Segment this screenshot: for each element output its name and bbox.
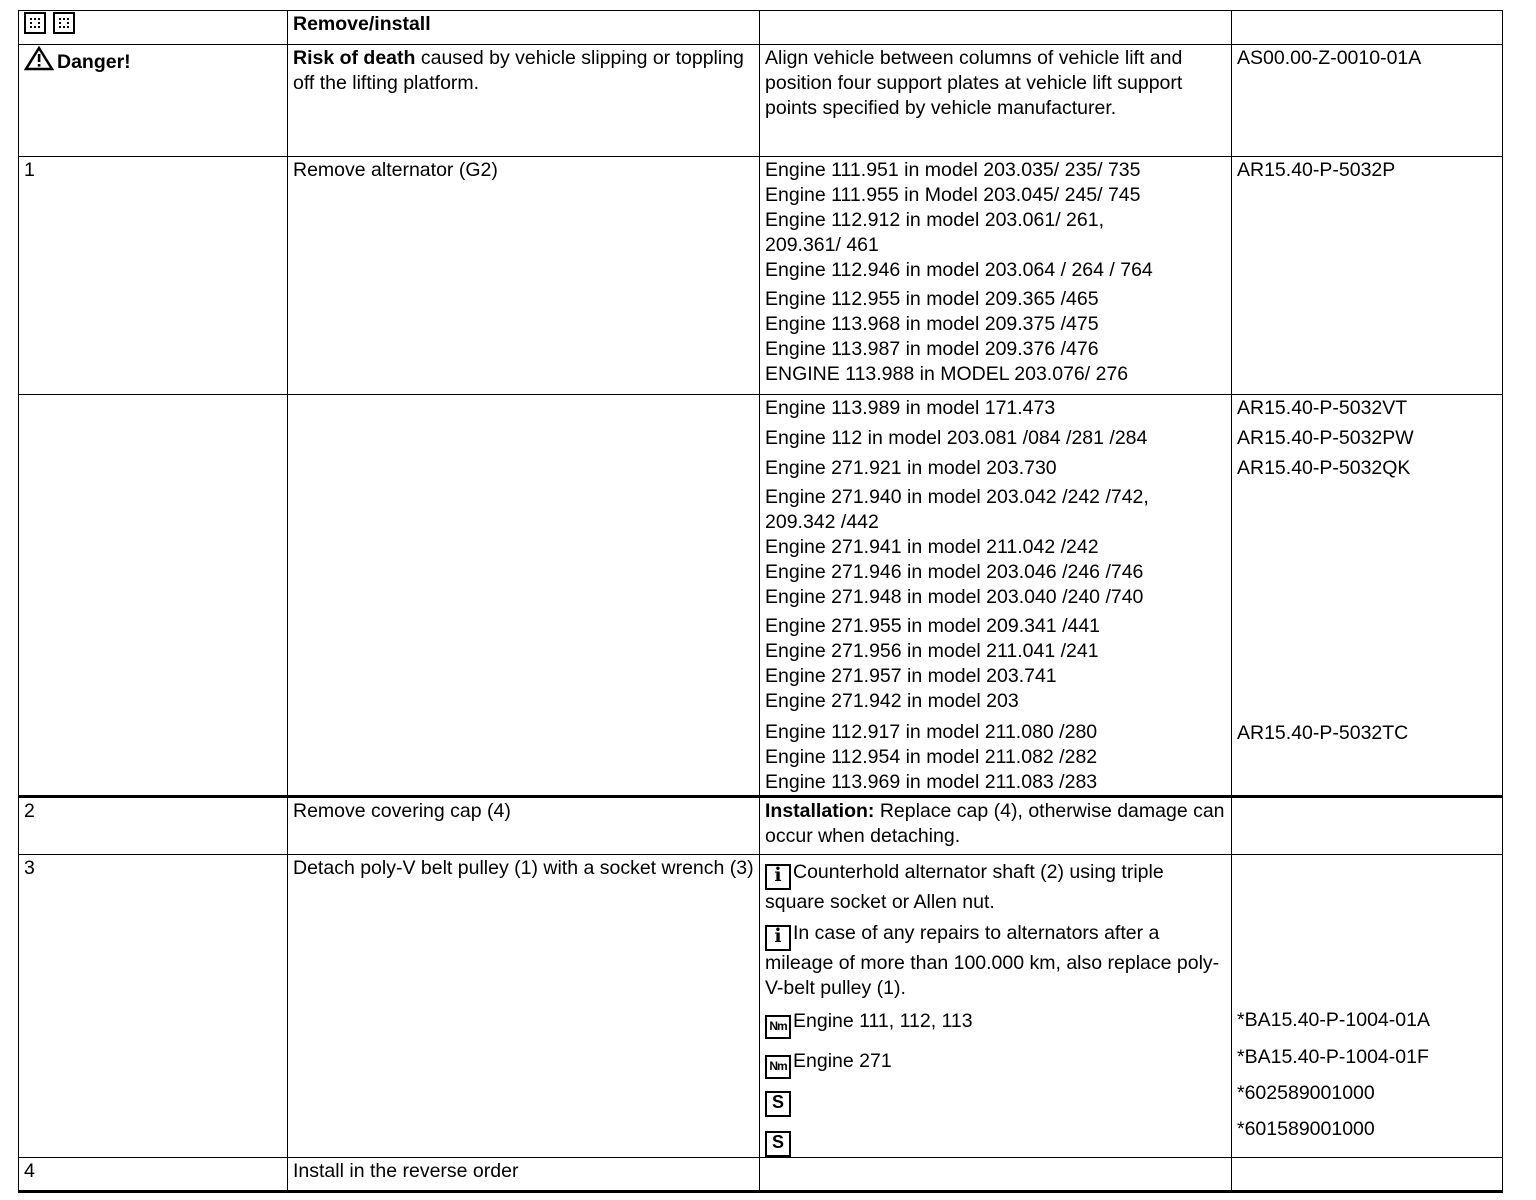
step4-row	[19, 1158, 1503, 1192]
list-item: 209.342 /442	[765, 511, 879, 533]
list-item: Engine 271.955 in model 209.341 /441	[765, 615, 1101, 637]
ref-link[interactable]: *BA15.40-P-1004-01F	[1237, 1046, 1429, 1068]
list-item: Engine 271.940 in model 203.042 /242 /742,	[765, 486, 1149, 508]
expand-all-icon[interactable]	[24, 12, 46, 34]
list-item: Engine 271.948 in model 203.040 /240 /740	[765, 586, 1144, 608]
special-tool-icon: S	[765, 1131, 791, 1157]
ref-link[interactable]: AR15.40-P-5032QK	[1237, 457, 1411, 479]
step-action: Detach poly-V belt pulley (1) with a socket wrench (3)	[293, 857, 754, 879]
list-item: Engine 271.957 in model 203.741	[765, 665, 1057, 687]
risk-text: caused by vehicle slipping or toppling off the lifting platform.	[293, 47, 744, 94]
list-item: Engine 112.946 in model 203.064 / 264 / 764	[765, 259, 1153, 281]
list-item: Engine 113.987 in model 209.376 /476	[765, 338, 1099, 360]
list-item: Engine 113.969 in model 211.083 /283	[765, 771, 1098, 793]
list-item: Engine 271.946 in model 203.046 /246 /746	[765, 561, 1144, 583]
list-item: Engine 112.955 in model 209.365 /465	[765, 288, 1099, 310]
engine-list-group1	[765, 158, 1226, 283]
engine-list-group3	[765, 614, 1226, 714]
list-item: Engine 113.968 in model 209.375 /475	[765, 313, 1099, 335]
step3-row	[19, 855, 1503, 1158]
step-number: 4	[24, 1160, 35, 1182]
tool-row-2	[765, 1127, 1226, 1157]
torque-row-2	[765, 1049, 1226, 1079]
step-action: Remove covering cap (4)	[293, 800, 511, 822]
warning-triangle-icon	[24, 46, 54, 71]
list-item: Engine 112.917 in model 211.080 /280	[765, 721, 1098, 743]
list-item: Engine 112.912 in model 203.061/ 261,	[765, 209, 1104, 231]
ref-link[interactable]: AR15.40-P-5032TC	[1237, 722, 1409, 744]
info-text: In case of any repairs to alternators after a mileage of more than 100.000 km, also replace poly-V-belt pulley (1).	[765, 922, 1220, 999]
list-item: Engine 271.941 in model 211.042 /242	[765, 536, 1099, 558]
step-action: Remove alternator (G2)	[293, 159, 498, 181]
list-item: Engine 271.921 in model 203.730	[765, 457, 1057, 479]
step-action: Install in the reverse order	[293, 1160, 519, 1182]
list-item: Engine 112 in model 203.081 /084 /281 /284	[765, 427, 1148, 449]
step2-row	[19, 797, 1503, 855]
ref-link[interactable]: *BA15.40-P-1004-01A	[1237, 1009, 1430, 1031]
info-icon: i	[765, 925, 791, 951]
ref-link[interactable]: AR15.40-P-5032VT	[1237, 397, 1408, 419]
list-item: Engine 111.951 in model 203.035/ 235/ 735	[765, 159, 1141, 181]
tool-row-1	[765, 1087, 1226, 1117]
procedure-table	[18, 10, 1503, 1193]
danger-ref[interactable]: AS00.00-Z-0010-01A	[1237, 47, 1422, 69]
special-tool-icon: S	[765, 1091, 791, 1117]
info-text: Counterhold alternator shaft (2) using triple square socket or Allen nut.	[765, 861, 1164, 913]
list-item: Engine 271.942 in model 203	[765, 690, 1019, 712]
list-item: 209.361/ 461	[765, 234, 879, 256]
list-item: Engine 271.956 in model 211.041 /241	[765, 640, 1099, 662]
list-item: ENGINE 113.988 in MODEL 203.076/ 276	[765, 363, 1129, 385]
header-row	[19, 11, 1503, 45]
torque-row-1	[765, 1009, 1226, 1039]
info-icon: i	[765, 864, 791, 890]
torque-text: Engine 271	[793, 1050, 892, 1072]
ref-link[interactable]: *602589001000	[1237, 1082, 1375, 1104]
engine-list-group1b	[765, 287, 1226, 387]
torque-text: Engine 111, 112, 113	[793, 1010, 973, 1032]
engine-list-group4	[765, 720, 1226, 795]
engine-list-group2	[765, 485, 1226, 610]
step-number: 2	[24, 800, 35, 822]
step1-ref[interactable]: AR15.40-P-5032P	[1237, 159, 1396, 181]
step1-continued-row	[19, 395, 1503, 797]
collapse-all-icon[interactable]	[53, 12, 75, 34]
installation-label: Installation:	[765, 800, 875, 822]
step1-row	[19, 157, 1503, 395]
step-number: 3	[24, 857, 35, 879]
info-note-1	[765, 860, 1226, 915]
torque-icon: Nm	[765, 1015, 791, 1039]
step-number: 1	[24, 159, 35, 181]
torque-icon: Nm	[765, 1055, 791, 1079]
header-title: Remove/install	[293, 13, 431, 35]
info-note-2	[765, 921, 1226, 1001]
risk-bold: Risk of death	[293, 47, 416, 69]
list-item: Engine 111.955 in Model 203.045/ 245/ 745	[765, 184, 1141, 206]
danger-label: Danger!	[57, 51, 131, 73]
ref-link[interactable]: AR15.40-P-5032PW	[1237, 427, 1414, 449]
danger-instruction: Align vehicle between columns of vehicle lift and position four support plates at vehicle lift support points specified by vehicle manufacturer.	[765, 47, 1183, 119]
installation-note: Replace cap (4), otherwise damage can occur when detaching.	[765, 800, 1225, 847]
list-item: Engine 113.989 in model 171.473	[765, 397, 1056, 419]
list-item: Engine 112.954 in model 211.082 /282	[765, 746, 1098, 768]
ref-link[interactable]: *601589001000	[1237, 1118, 1375, 1140]
danger-row	[19, 45, 1503, 157]
